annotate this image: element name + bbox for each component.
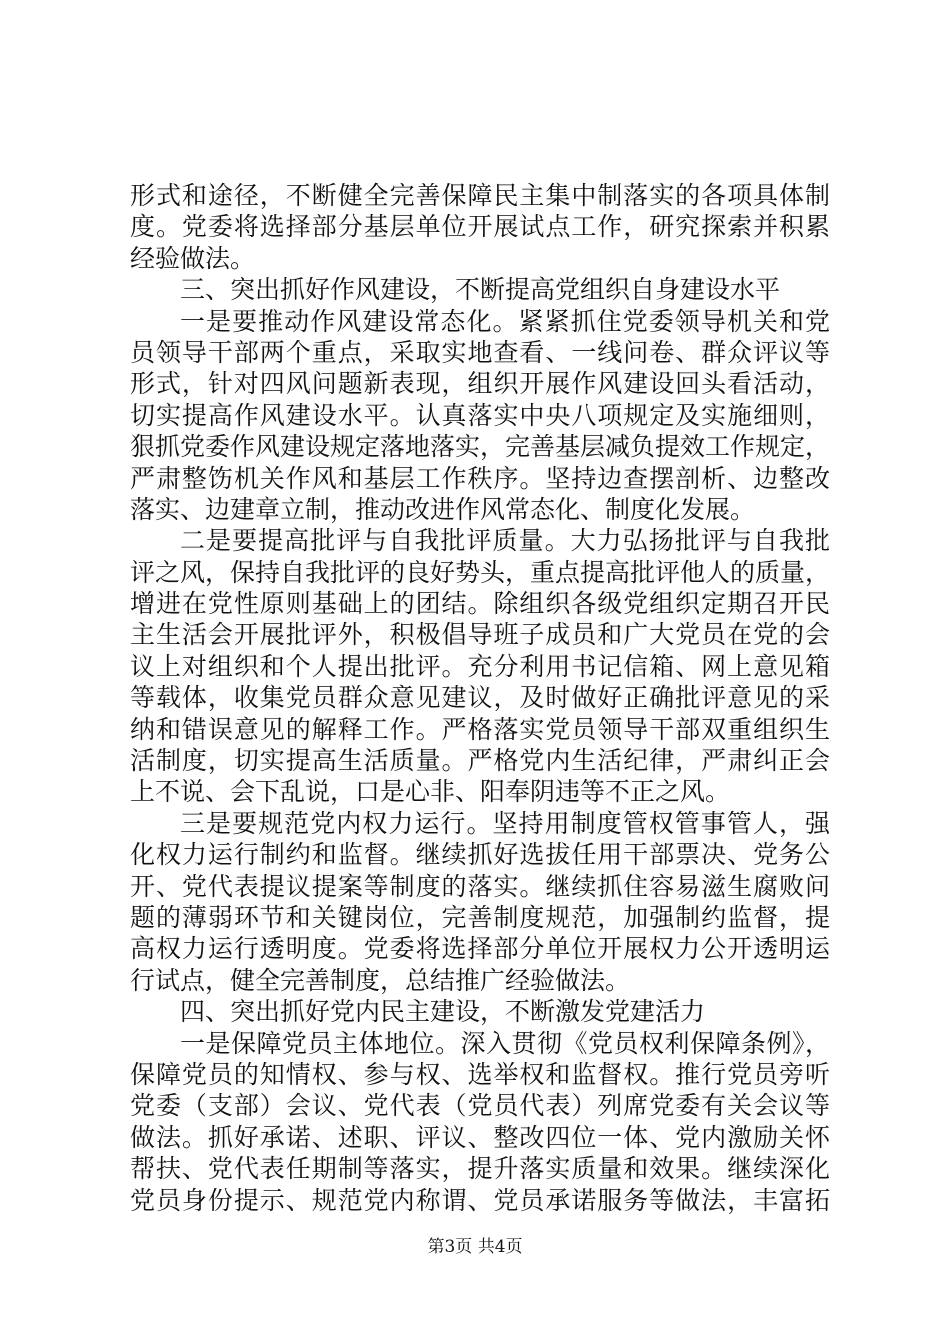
- text-line: 一是要推动作风建设常态化。紧紧抓住党委领导机关和党: [180, 306, 830, 336]
- text-line: 形式和途径，不断健全完善保障民主集中制落实的各项具体制: [130, 181, 830, 210]
- text-line: 形式，针对四风问题新表现，组织开展作风建设回头看活动，: [130, 369, 830, 399]
- text-line: 经验做法。: [130, 243, 256, 273]
- text-line: 落实、边建章立制，推动改进作风常态化、制度化发展。: [130, 494, 756, 524]
- document-body: [130, 180, 830, 1216]
- text-line: 狠抓党委作风建设规定落地落实，完善基层减负提效工作规定，: [130, 432, 831, 462]
- text-line: 严肃整饬机关作风和基层工作秩序。坚持边查摆剖析、边整改: [130, 463, 830, 493]
- text-line: 一是保障党员主体地位。深入贯彻《党员权利保障条例》，: [180, 1028, 830, 1058]
- section-heading: 三、突出抓好作风建设，不断提高党组织自身建设水平: [180, 275, 781, 305]
- text-line: 保障党员的知情权、参与权、选举权和监督权。推行党员旁听: [130, 1059, 830, 1089]
- text-line: 议上对组织和个人提出批评。充分利用书记信箱、网上意见箱: [130, 651, 830, 681]
- text-line: 党委（支部）会议、党代表（党员代表）列席党委有关会议等: [130, 1091, 830, 1121]
- text-line: 党员身份提示、规范党内称谓、党员承诺服务等做法，丰富拓: [130, 1185, 830, 1215]
- text-line: 评之风，保持自我批评的良好势头，重点提高批评他人的质量，: [130, 557, 831, 587]
- text-line: 主生活会开展批评外，积极倡导班子成员和广大党员在党的会: [130, 620, 830, 650]
- text-line: 三是要规范党内权力运行。坚持用制度管权管事管人，强: [180, 808, 830, 838]
- text-line: 题的薄弱环节和关键岗位，完善制度规范，加强制约监督，提: [130, 902, 830, 932]
- text-line: 行试点，健全完善制度，总结推广经验做法。: [130, 965, 631, 995]
- text-line: 上不说、会下乱说，口是心非、阳奉阴违等不正之风。: [130, 777, 731, 807]
- text-line: 增进在党性原则基础上的团结。除组织各级党组织定期召开民: [130, 589, 830, 619]
- text-line: 度。党委将选择部分基层单位开展试点工作，研究探索并积累: [130, 212, 830, 242]
- section-heading: 四、突出抓好党内民主建设，不断激发党建活力: [180, 997, 706, 1027]
- text-line: 开、党代表提议提案等制度的落实。继续抓住容易滋生腐败问: [130, 871, 830, 901]
- text-line: 活制度，切实提高生活质量。严格党内生活纪律，严肃纠正会: [130, 746, 830, 776]
- page-number-footer: 第3页 共4页: [427, 1237, 523, 1257]
- text-line: 切实提高作风建设水平。认真落实中央八项规定及实施细则，: [130, 400, 830, 430]
- text-line: 高权力运行透明度。党委将选择部分单位开展权力公开透明运: [130, 934, 830, 964]
- text-line: 员领导干部两个重点，采取实地查看、一线问卷、群众评议等: [130, 337, 830, 367]
- text-line: 做法。抓好承诺、述职、评议、整改四位一体、党内激励关怀: [130, 1122, 830, 1152]
- text-line: 等载体，收集党员群众意见建议，及时做好正确批评意见的采: [130, 683, 830, 713]
- text-line: 化权力运行制约和监督。继续抓好选拔任用干部票决、党务公: [130, 840, 830, 870]
- text-line: 帮扶、党代表任期制等落实，提升落实质量和效果。继续深化: [130, 1154, 830, 1184]
- text-line: 二是要提高批评与自我批评质量。大力弘扬批评与自我批: [180, 526, 830, 556]
- text-line: 纳和错误意见的解释工作。严格落实党员领导干部双重组织生: [130, 714, 830, 744]
